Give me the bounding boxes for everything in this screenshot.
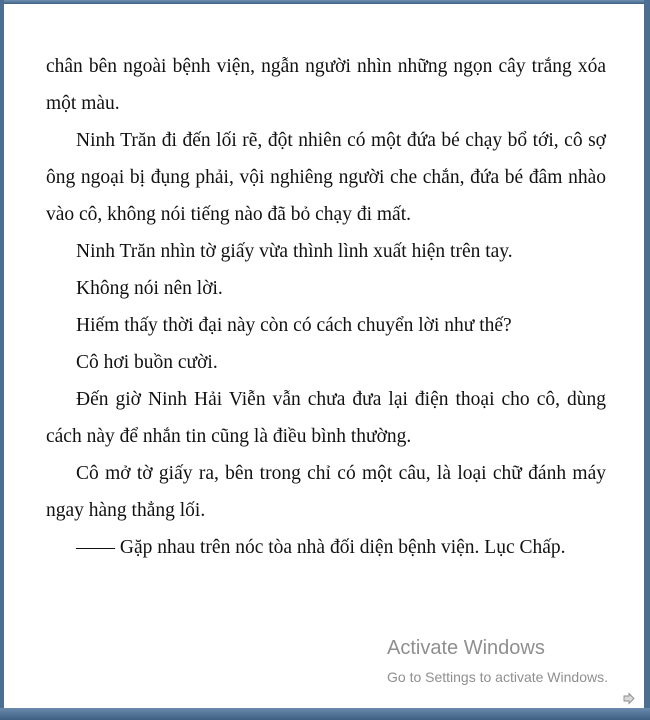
watermark-subtitle: Go to Settings to activate Windows.	[387, 669, 608, 685]
paragraph-continuation: chân bên ngoài bệnh viện, ngẫn người nhìn những ngọn cây trắng xóa một màu.	[46, 56, 606, 114]
paragraph-quote: —— Gặp nhau trên nóc tòa nhà đối diện bệnh viện. Lục Chấp.	[76, 537, 566, 558]
document-page	[4, 4, 644, 708]
window-frame-bottom	[0, 708, 650, 720]
paragraph: Không nói nên lời.	[76, 278, 223, 299]
paragraph: Ninh Trăn nhìn tờ giấy vừa thình lình xuất hiện trên tay.	[76, 241, 513, 262]
paragraph: Cô hơi buồn cười.	[76, 352, 218, 373]
paragraph: Ninh Trăn đi đến lối rẽ, đột nhiên có một đứa bé chạy bổ tới, cô sợ ông ngoại bị đụng phải, vội nghiêng người che chắn, đứa bé đâm nhào vào cô, không nói tiếng nào đã bỏ chạy đi mất.	[46, 130, 606, 225]
watermark-title: Activate Windows	[387, 637, 545, 659]
window-frame-right	[644, 0, 650, 720]
page-scroll-icon[interactable]	[622, 692, 636, 706]
paragraph: Đến giờ Ninh Hải Viễn vẫn chưa đưa lại điện thoại cho cô, dùng cách này để nhắn tin cũng là điều bình thường.	[46, 389, 606, 447]
activate-windows-watermark	[387, 636, 608, 687]
document-body	[46, 48, 606, 566]
paragraph: Cô mở tờ giấy ra, bên trong chỉ có một câu, là loại chữ đánh máy ngay hàng thẳng lối.	[46, 463, 606, 521]
paragraph: Hiếm thấy thời đại này còn có cách chuyển lời như thế?	[76, 315, 512, 336]
